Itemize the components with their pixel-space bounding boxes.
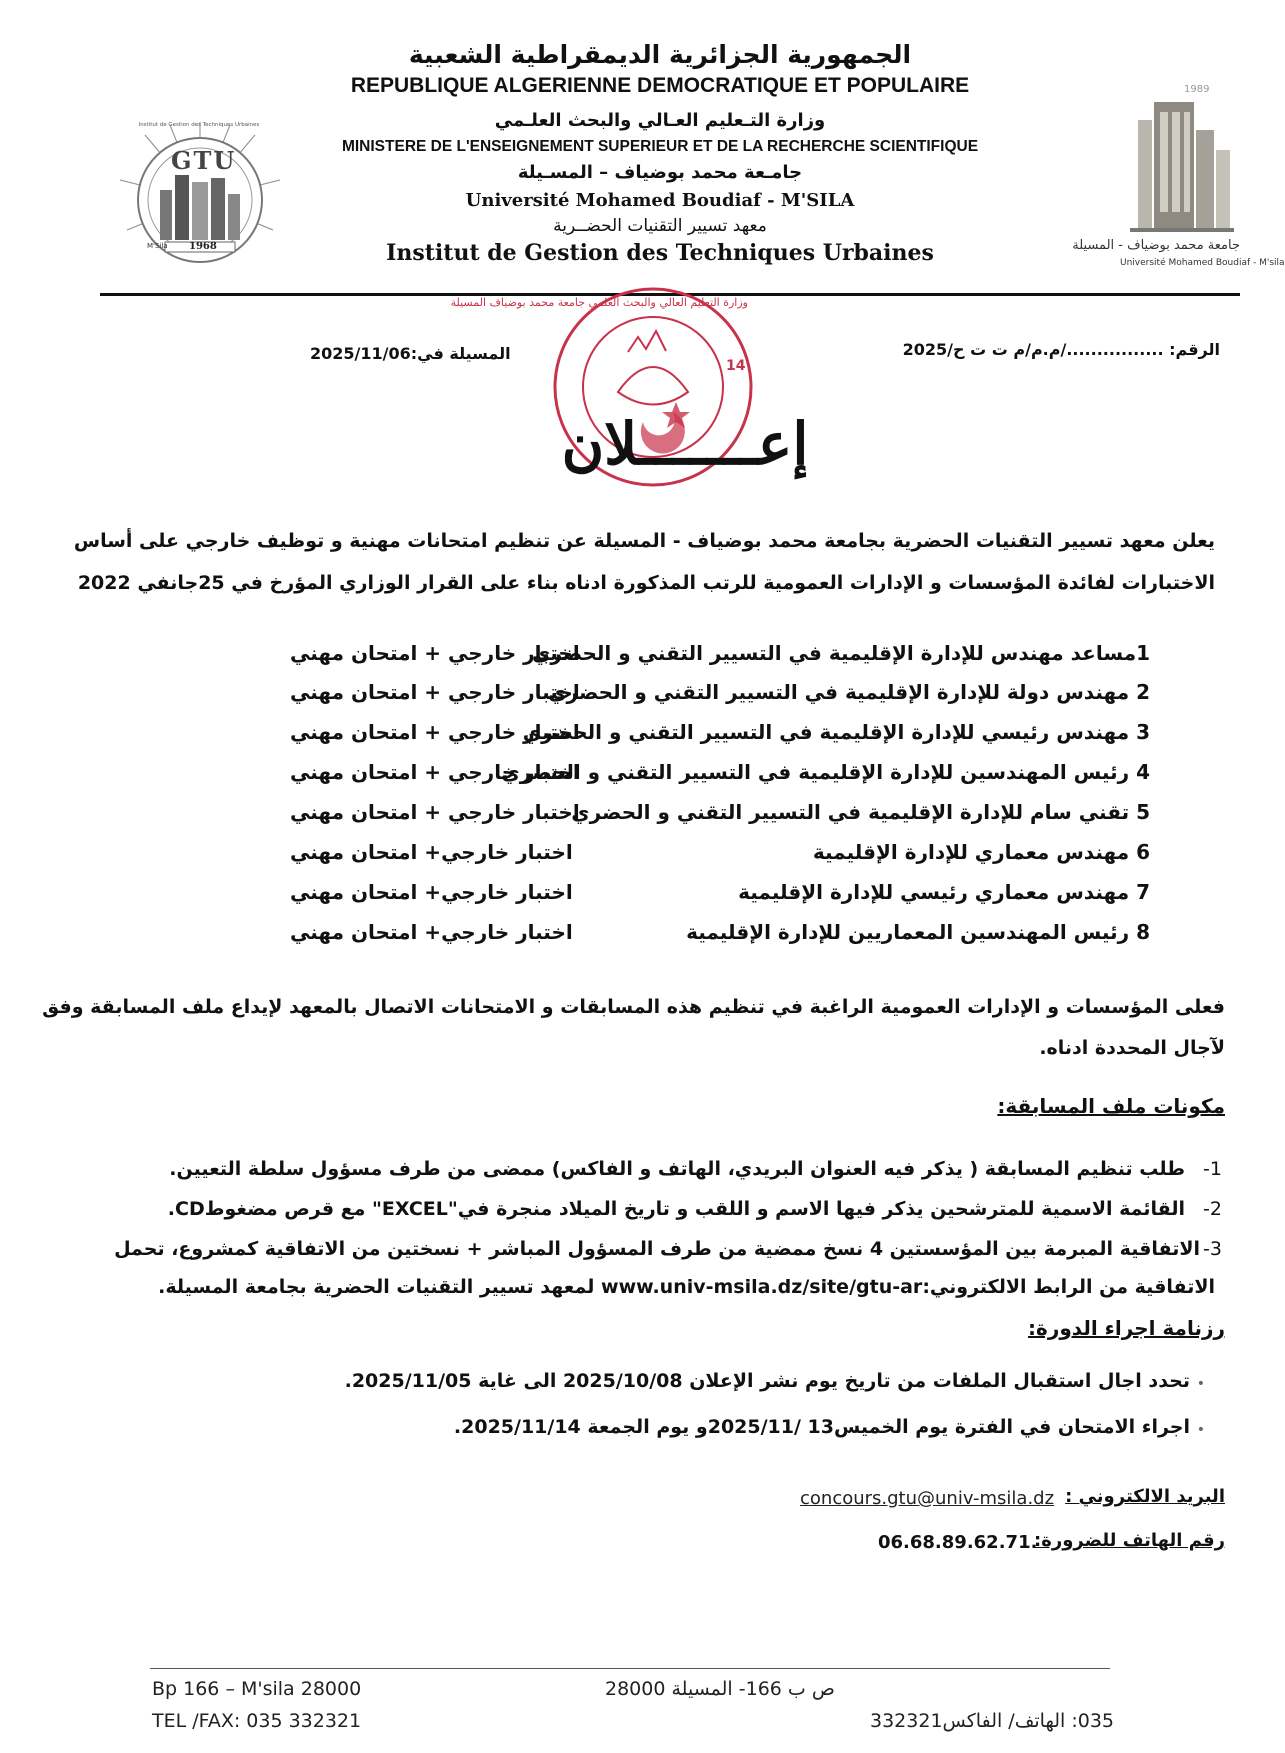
notice-line-2: لآجال المحددة ادناه. <box>1039 1037 1225 1059</box>
position-title: 4 رئيس المهندسين للإدارة الإقليمية في التسيير التقني و الحضري <box>501 760 1150 784</box>
dossier-heading: مكونات ملف المسابقة: <box>997 1094 1225 1118</box>
footer-phone-fr: TEL /FAX: 035 332321 <box>152 1710 362 1732</box>
university-french: Université Mohamed Boudiaf - M'SILA <box>465 190 855 211</box>
dossier-item-number: -3 <box>1203 1238 1222 1260</box>
position-test: اختبار خارجي + امتحان مهني <box>290 641 580 665</box>
position-row <box>290 760 1150 794</box>
dossier-item: طلب تنظيم المسابقة ( يذكر فيه العنوان البريدي، الهاتف و الفاكس) ممضى من طرف مسؤول سلطة التعيين. <box>169 1158 1185 1180</box>
phone-number: 06.68.89.62.71. <box>878 1532 1038 1553</box>
position-row <box>290 800 1150 834</box>
dossier-item-continuation: الاتفاقية من الرابط الالكتروني:www.univ-msila.dz/site/gtu-ar لمعهد تسيير التقنيات الحضرية بجامعة المسيلة. <box>158 1276 1215 1298</box>
position-test: اختبار خارجي+ امتحان مهني <box>290 840 573 864</box>
position-row <box>290 641 1150 675</box>
schedule-bullet: • <box>1196 1422 1205 1438</box>
position-row <box>290 880 1150 914</box>
position-title: 1مساعد مهندس للإدارة الإقليمية في التسيير التقني و الحضري <box>532 641 1150 665</box>
dossier-item-number: -2 <box>1203 1198 1222 1220</box>
gtu-logo-city: M'Sila <box>147 242 168 250</box>
position-test: اختبار خارجي + امتحان مهني <box>290 680 580 704</box>
position-title: 3 مهندس رئيسي للإدارة الإقليمية في التسيير التقني و الحضري <box>522 720 1150 744</box>
position-title: 8 رئيس المهندسين المعماريين للإدارة الإقليمية <box>686 920 1150 944</box>
position-row <box>290 720 1150 754</box>
position-test: اختبار خارجي + امتحان مهني <box>290 760 580 784</box>
schedule-bullet: • <box>1196 1376 1205 1392</box>
ministry-french: MINISTERE DE L'ENSEIGNEMENT SUPERIEUR ET DE LA RECHERCHE SCIENTIFIQUE <box>341 138 979 155</box>
stamp-ring-text: وزارة التعليم العالي والبحث العلمي جامعة محمد بوضياف المسيلة <box>450 296 748 309</box>
footer-phone-ar: 035: الهاتف/ الفاكس332321 <box>870 1710 1114 1732</box>
dossier-item: الاتفاقية المبرمة بين المؤسستين 4 نسخ ممضية من طرف المسؤول المباشر + نسختين من الاتفاقية كمشروع، تحمل <box>114 1238 1200 1260</box>
position-test: اختبار خارجي + امتحان مهني <box>290 720 580 744</box>
gtu-logo-ring-text: Institut de Gestion des Techniques Urbaines <box>138 122 260 128</box>
position-test: اختبار خارجي+ امتحان مهني <box>290 920 573 944</box>
university-logo-caption-ar: جامعة محمد بوضياف - المسيلة <box>1072 238 1240 253</box>
position-test: اختبار خارجي + امتحان مهني <box>290 800 580 824</box>
republic-french: REPUBLIQUE ALGERIENNE DEMOCRATIQUE ET POPULAIRE <box>350 74 970 97</box>
ministry-arabic: وزارة التـعليم العـالي والبحث العلـمي <box>494 110 826 131</box>
university-arabic: جامـعة محمد بوضياف – المسـيلة <box>517 162 803 183</box>
position-title: 5 تقني سام للإدارة الإقليمية في التسيير التقني و الحضري <box>571 800 1150 824</box>
institute-french: Institut de Gestion des Techniques Urbaines <box>386 240 934 266</box>
email-link[interactable]: concours.gtu@univ-msila.dz <box>800 1488 1055 1509</box>
reference-number: الرقم: ................/م.م/م ت ت ح/2025 <box>902 340 1220 359</box>
schedule-item: تحدد اجال استقبال الملفات من تاريخ يوم نشر الإعلان 2025/10/08 الى غاية 2025/11/05. <box>344 1370 1190 1392</box>
intro-line-1: يعلن معهد تسيير التقنيات الحضرية بجامعة محمد بوضياف - المسيلة عن تنظيم امتحانات مهنية و توظيف خارجي على أساس <box>73 530 1215 552</box>
footer-address-ar: ص ب 166- المسيلة 28000 <box>605 1678 835 1700</box>
email-label: البريد الالكتروني : <box>1065 1486 1225 1507</box>
schedule-heading: رزنامة اجراء الدورة: <box>1028 1316 1225 1340</box>
footer-divider <box>150 1668 1110 1669</box>
dossier-item: القائمة الاسمية للمترشحين يذكر فيها الاسم و اللقب و تاريخ الميلاد منجرة في"EXCEL" مع قرص مضغوطCD. <box>167 1198 1185 1220</box>
position-title: 2 مهندس دولة للإدارة الإقليمية في التسيير التقني و الحضري <box>548 680 1150 704</box>
date-line: المسيلة في:2025/11/06 <box>310 344 511 363</box>
phone-label: رقم الهاتف للضرورة: <box>1034 1530 1225 1551</box>
notice-line-1: فعلى المؤسسات و الإدارات العمومية الراغبة في تنظيم هذه المسابقات و الامتحانات الاتصال بالمعهد لإيداع ملف المسابقة وفق <box>42 996 1225 1018</box>
position-row <box>290 840 1150 874</box>
announcement-title: إعـــــــلان <box>561 410 809 478</box>
institute-arabic: معهد تسيير التقنيات الحضــرية <box>553 216 767 236</box>
dossier-item-number: -1 <box>1203 1158 1222 1180</box>
position-title: 7 مهندس معماري رئيسي للإدارة الإقليمية <box>738 880 1150 904</box>
position-title: 6 مهندس معماري للإدارة الإقليمية <box>812 840 1150 864</box>
schedule-item: اجراء الامتحان في الفترة يوم الخميس13 /2025/11و يوم الجمعة 2025/11/14. <box>453 1416 1190 1438</box>
intro-line-2: الاختبارات لفائدة المؤسسات و الإدارات العمومية للرتب المذكورة ادناه بناء على القرار الوزاري المؤرخ في 25جانفي 2022 <box>77 572 1215 594</box>
university-logo-caption-fr: Université Mohamed Boudiaf - M'sila <box>1120 258 1285 268</box>
gtu-logo-letters: GTU <box>171 146 237 175</box>
stamp-number: 14 <box>726 358 746 374</box>
gtu-logo-year: 1968 <box>189 241 217 252</box>
university-logo <box>1072 84 1285 280</box>
position-row <box>290 680 1150 714</box>
university-logo-year: 1989 <box>1184 84 1210 95</box>
footer-address-fr: Bp 166 – M'sila 28000 <box>152 1678 362 1700</box>
position-row <box>290 920 1150 954</box>
position-test: اختبار خارجي+ امتحان مهني <box>290 880 573 904</box>
republic-arabic: الجمهورية الجزائرية الديمقراطية الشعبية <box>408 40 912 69</box>
gtu-logo <box>115 120 285 280</box>
